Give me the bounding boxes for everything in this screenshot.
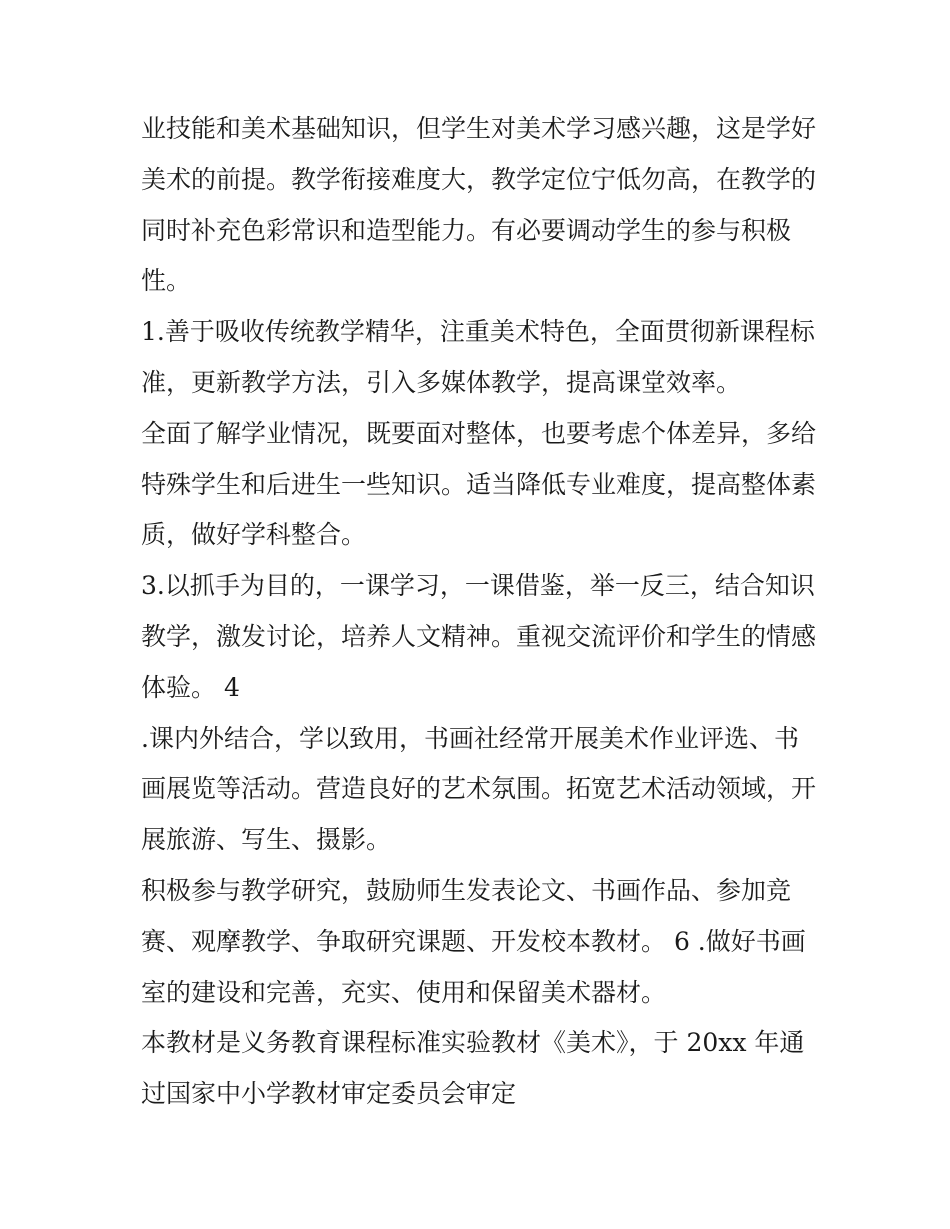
text-line: 3.以抓手为目的，一课学习，一课借鉴，举一反三，结合知识 [141, 571, 815, 601]
text-line: 性。 [141, 266, 192, 296]
text-line: 积极参与教学研究，鼓励师生发表论文、书画作品、参加竞 [141, 875, 792, 905]
text-line: 画展览等活动。营造良好的艺术氛围。拓宽艺术活动领域，开 [141, 774, 817, 804]
text-line: 全面了解学业情况，既要面对整体，也要考虑个体差异，多给 [141, 418, 817, 448]
text-line: 美术的前提。教学衔接难度大，教学定位宁低勿高，在教学的 [141, 164, 817, 194]
text-line: .课内外结合，学以致用，书画社经常开展美术作业评选、书 [141, 723, 799, 753]
text-line: 教学，激发讨论，培养人文精神。重视交流评价和学生的情感 [141, 621, 817, 651]
text-line: 室的建设和完善，充实、使用和保留美术器材。 [141, 977, 667, 1007]
text-line: 同时补充色彩常识和造型能力。有必要调动学生的参与积极 [141, 215, 792, 245]
document-body [141, 104, 821, 1120]
text-line: 过国家中小学教材审定委员会审定 [141, 1079, 517, 1109]
text-line: 准，更新教学方法，引入多媒体教学，提高课堂效率。 [141, 367, 742, 397]
text-line: 特殊学生和后进生一些知识。适当降低专业难度，提高整体素 [141, 469, 817, 499]
text-line: 业技能和美术基础知识，但学生对美术学习感兴趣，这是学好 [141, 114, 817, 143]
text-line: 质，做好学科整合。 [141, 520, 367, 550]
text-line: 展旅游、写生、摄影。 [141, 825, 392, 855]
text-line: 1.善于吸收传统教学精华，注重美术特色，全面贯彻新课程标 [141, 317, 815, 347]
text-line: 本教材是义务教育课程标准实验教材《美术》，于 20xx 年通 [141, 1028, 805, 1058]
text-line: 赛、观摩教学、争取研究课题、开发校本教材。 6 .做好书画 [141, 926, 806, 956]
text-line: 体验。 4 [141, 672, 240, 702]
